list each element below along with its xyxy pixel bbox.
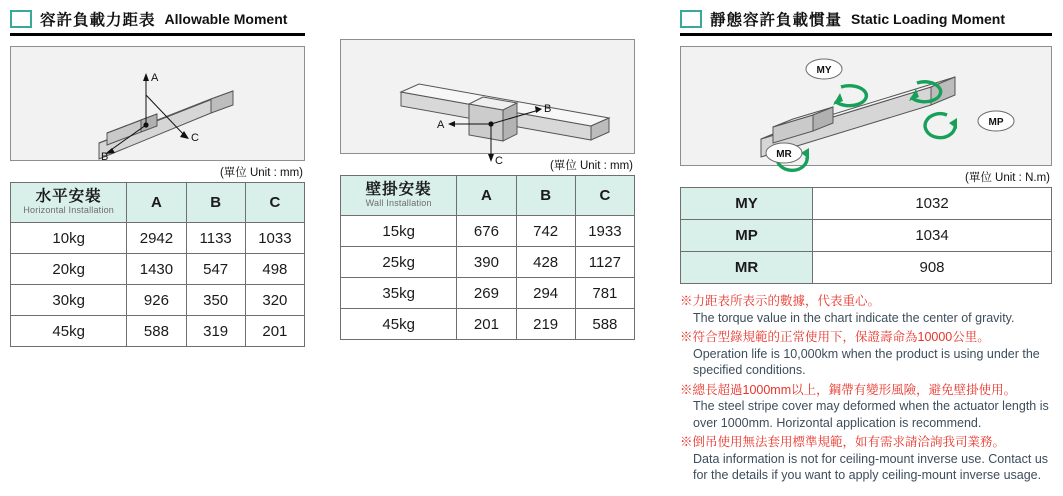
cell-c: 781 — [575, 278, 634, 309]
table-header-row — [11, 183, 305, 223]
svg-text:B: B — [544, 103, 552, 115]
cell-value-mr: 908 — [813, 252, 1052, 284]
cell-a: 926 — [127, 285, 186, 316]
svg-text:C: C — [495, 155, 503, 167]
table-row — [341, 309, 635, 340]
table-row — [11, 223, 305, 254]
table-row — [11, 316, 305, 347]
note-item — [680, 382, 1052, 431]
header-en: Wall Installation — [365, 197, 432, 208]
row-label: 10kg — [11, 223, 127, 254]
header-col-a: A — [457, 176, 516, 216]
note-cn: ※符合型錄規範的正常使用下，保證壽命為10000公里。 — [680, 330, 990, 345]
cell-b: 742 — [516, 216, 575, 247]
header-en: Horizontal Installation — [23, 204, 114, 215]
section-title-en: Allowable Moment — [164, 11, 288, 27]
cell-a: 1430 — [127, 254, 186, 285]
horizontal-moment-table — [10, 182, 305, 347]
header-col-a: A — [127, 183, 186, 223]
row-label: 15kg — [341, 216, 457, 247]
cell-b: 428 — [516, 247, 575, 278]
row-label: 20kg — [11, 254, 127, 285]
table-row — [341, 247, 635, 278]
wall-mount-section — [340, 8, 635, 340]
cell-b: 1133 — [186, 223, 245, 254]
teal-square-icon — [10, 10, 32, 28]
static-loading-table — [680, 187, 1052, 284]
cell-c: 498 — [245, 254, 304, 285]
static-moment-actuator-diagram — [680, 46, 1052, 166]
table-row — [341, 278, 635, 309]
note-cn: ※總長超過1000mm以上，鋼帶有變形風險，避免壁掛使用。 — [680, 382, 1017, 397]
header-cn: 壁掛安裝 — [365, 181, 432, 199]
horizontal-actuator-diagram — [10, 46, 305, 161]
table-row — [341, 216, 635, 247]
cell-b: 350 — [186, 285, 245, 316]
cell-b: 547 — [186, 254, 245, 285]
header-cn: 水平安裝 — [35, 188, 102, 206]
cell-a: 588 — [127, 316, 186, 347]
wall-moment-table — [340, 175, 635, 340]
table-row — [681, 220, 1052, 252]
svg-text:MP: MP — [988, 117, 1004, 128]
cell-c: 588 — [575, 309, 634, 340]
cell-c: 1933 — [575, 216, 634, 247]
cell-a: 269 — [457, 278, 516, 309]
svg-text:A: A — [151, 72, 159, 84]
note-en: Operation life is 10,000km when the product is using under the specified conditions. — [693, 347, 1040, 378]
row-label: 45kg — [11, 316, 127, 347]
note-item — [680, 329, 1052, 378]
table-row — [681, 252, 1052, 284]
cell-c: 201 — [245, 316, 304, 347]
teal-square-icon — [680, 10, 702, 28]
static-loading-section — [680, 8, 1052, 486]
cell-value-mp: 1034 — [813, 220, 1052, 252]
note-en: The steel stripe cover may deformed when the actuator length is over 1000mm. Horizontal application is recommend. — [693, 399, 1049, 430]
cell-b: 219 — [516, 309, 575, 340]
unit-note-horizontal: (單位 Unit : mm) — [219, 167, 303, 179]
cell-c: 1127 — [575, 247, 634, 278]
unit-note-wall: (單位 Unit : mm) — [549, 160, 633, 172]
header-installation-type — [341, 176, 457, 216]
table-row — [681, 188, 1052, 220]
cell-a: 201 — [457, 309, 516, 340]
note-en: Data information is not for ceiling-mount inverse use. Contact us for the details if you want to apply ceiling-mount inverse usage. — [693, 451, 1049, 482]
header-col-b: B — [516, 176, 575, 216]
header-col-c: C — [245, 183, 304, 223]
note-item — [680, 434, 1052, 483]
svg-text:B: B — [101, 151, 109, 163]
svg-text:MR: MR — [776, 149, 792, 160]
table-header-row — [341, 176, 635, 216]
row-label: 35kg — [341, 278, 457, 309]
cell-c: 1033 — [245, 223, 304, 254]
header-installation-type — [11, 183, 127, 223]
cell-value-my: 1032 — [813, 188, 1052, 220]
note-item — [680, 293, 1052, 326]
note-en: The torque value in the chart indicate the center of gravity. — [693, 310, 1015, 325]
row-label: 45kg — [341, 309, 457, 340]
svg-text:MY: MY — [816, 65, 832, 76]
allowable-moment-header — [10, 8, 305, 36]
section-title-en: Static Loading Moment — [851, 11, 1006, 27]
cell-b: 319 — [186, 316, 245, 347]
header-col-b: B — [186, 183, 245, 223]
allowable-moment-section — [10, 8, 305, 347]
spacer — [340, 8, 635, 29]
row-label-my: MY — [681, 188, 813, 220]
static-loading-header — [680, 8, 1052, 36]
header-col-c: C — [575, 176, 634, 216]
cell-a: 676 — [457, 216, 516, 247]
cell-a: 390 — [457, 247, 516, 278]
row-label: 30kg — [11, 285, 127, 316]
cell-c: 320 — [245, 285, 304, 316]
row-label: 25kg — [341, 247, 457, 278]
svg-text:A: A — [437, 119, 445, 131]
table-row — [11, 285, 305, 316]
section-title-cn: 容許負載力距表 — [40, 12, 156, 29]
note-cn: ※倒吊使用無法套用標準規範，如有需求請洽詢我司業務。 — [680, 434, 1006, 449]
unit-note-static: (單位 Unit : N.m) — [965, 172, 1050, 184]
cell-a: 2942 — [127, 223, 186, 254]
cell-b: 294 — [516, 278, 575, 309]
row-label-mp: MP — [681, 220, 813, 252]
table-row — [11, 254, 305, 285]
notes-list — [680, 293, 1052, 483]
note-cn: ※力距表所表示的數據，代表重心。 — [680, 294, 881, 308]
section-title-cn: 靜態容許負載慣量 — [710, 12, 843, 29]
row-label-mr: MR — [681, 252, 813, 284]
svg-text:C: C — [191, 132, 199, 144]
